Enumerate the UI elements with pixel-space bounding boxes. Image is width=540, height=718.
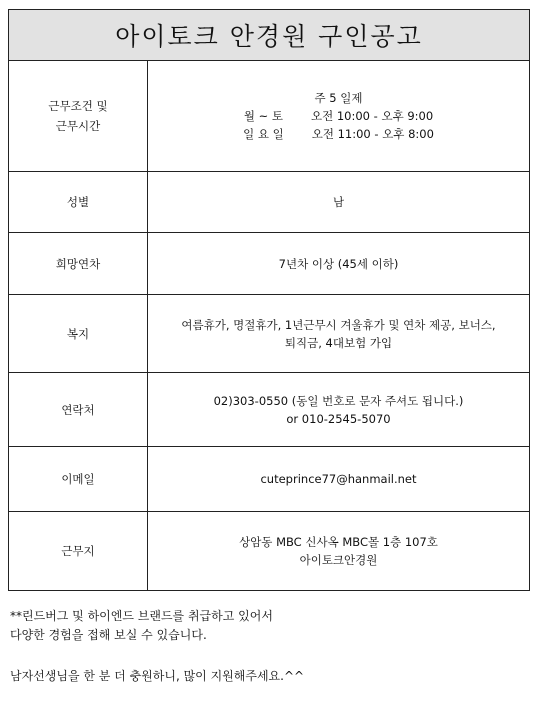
label-contact: 연락처 xyxy=(9,373,148,446)
label-welfare: 복지 xyxy=(9,295,148,372)
label-work-hours-line2: 근무시간 xyxy=(55,119,101,133)
row-gender xyxy=(9,172,529,233)
gender-text: 남 xyxy=(332,195,345,209)
row-email xyxy=(9,447,529,512)
row-experience xyxy=(9,233,529,295)
label-email: 이메일 xyxy=(9,447,148,511)
experience-text: 7년차 이상 (45세 이하) xyxy=(278,256,399,271)
row-contact xyxy=(9,373,529,447)
work-days-text: 주 5 일제 xyxy=(314,91,363,105)
value-location xyxy=(148,512,529,590)
location-address-line: 상암동 MBC 신사옥 MBC몰 1층 107호 xyxy=(239,535,438,549)
value-contact xyxy=(148,373,529,446)
value-work-hours xyxy=(148,61,529,171)
schedule-weekday-day: 월 ~ 토 xyxy=(243,109,283,123)
label-experience: 희망연차 xyxy=(9,233,148,294)
value-email xyxy=(148,447,529,511)
schedule-sunday xyxy=(243,125,434,143)
schedule-sunday-day: 일 요 일 xyxy=(243,127,284,141)
row-welfare xyxy=(9,295,529,373)
location-store-line: 아이토크안경원 xyxy=(299,553,378,567)
value-welfare xyxy=(148,295,529,372)
schedule-sunday-time: 오전 11:00 - 오후 8:00 xyxy=(311,127,434,141)
row-work-hours xyxy=(9,61,529,172)
row-location xyxy=(9,512,529,590)
posting-title: 아이토크 안경원 구인공고 xyxy=(9,10,529,61)
label-work-hours xyxy=(9,61,148,171)
value-experience xyxy=(148,233,529,294)
label-location: 근무지 xyxy=(9,512,148,590)
label-work-hours-line1: 근무조건 및 xyxy=(48,99,108,113)
contact-mobile-line: or 010-2545-5070 xyxy=(286,411,391,426)
welfare-line2: 퇴직금, 4대보험 가입 xyxy=(284,335,393,350)
welfare-line1: 여름휴가, 명절휴가, 1년근무시 겨울휴가 및 연차 제공, 보너스, xyxy=(181,317,496,332)
schedule-weekday xyxy=(244,107,433,125)
label-gender: 성별 xyxy=(9,172,148,232)
email-text: cuteprince77@hanmail.net xyxy=(260,472,417,486)
footer-note-line2: 다양한 경험을 접해 보실 수 있습니다. xyxy=(10,628,207,642)
contact-phone-line: 02)303-0550 (동일 번호로 문자 주셔도 됩니다.) xyxy=(213,393,464,408)
value-gender xyxy=(148,172,529,232)
footer-closing: 남자선생님을 한 분 더 충원하니, 많이 지원해주세요.^^ xyxy=(10,669,305,683)
schedule-weekday-time: 오전 10:00 - 오후 9:00 xyxy=(310,109,434,123)
footer-notes xyxy=(10,607,530,686)
job-posting-table xyxy=(8,9,530,591)
footer-note-line1: **린드버그 및 하이엔드 브랜드를 취급하고 있어서 xyxy=(10,609,273,623)
